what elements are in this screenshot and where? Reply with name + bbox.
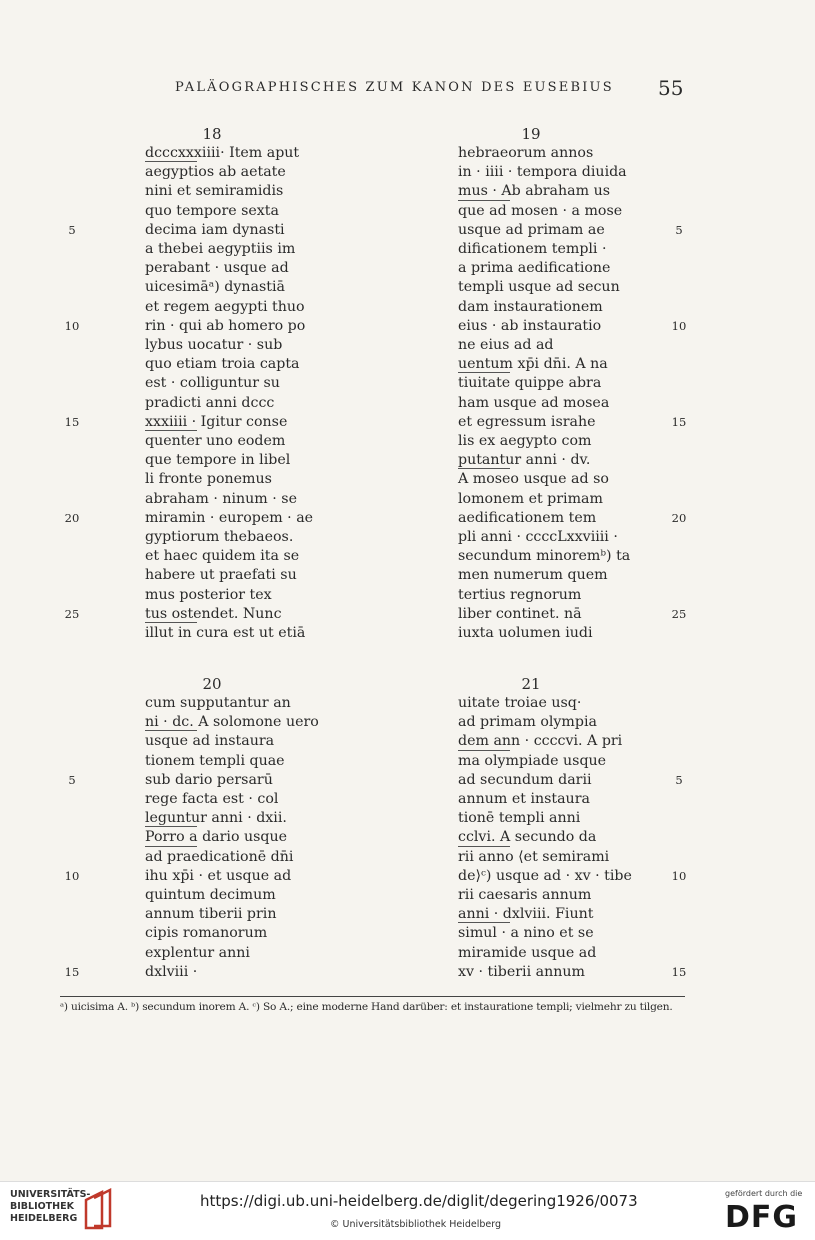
text-line: quo etiam troia capta [145, 356, 300, 373]
text-line: sub dario persarū [145, 771, 273, 788]
text-line: ad praedicationē dn̄i [145, 848, 294, 865]
text-line: et regem aegypti thuo [145, 298, 305, 315]
text-line: miramin · europem · ae [145, 509, 314, 526]
text-line: simul · a nino et se [458, 925, 594, 942]
text-line: rin · qui ab homero po [145, 317, 306, 334]
text-line: xxxiiii · Igitur conse [145, 413, 288, 430]
text-line: que tempore in libel [145, 452, 291, 469]
university-library-logo[interactable] [10, 1189, 90, 1225]
left-line-number: 15 [64, 414, 80, 429]
text-line: in · iiii · tempora diuida [458, 164, 627, 181]
text-line: ma olympiade usque [458, 752, 607, 769]
text-line: explentur anni [145, 944, 250, 961]
text-line: a thebei aegyptiis im [145, 241, 296, 257]
text-line: cum supputantur an [145, 695, 291, 711]
text-line: ad primam olympia [458, 714, 597, 731]
text-line: a prima aedificatione [458, 260, 611, 277]
right-line-number: 10 [671, 868, 687, 883]
text-line: dcccxxxiiii· Item aput [145, 145, 300, 161]
text-line: dam instaurationem [458, 298, 603, 315]
text-line: que ad mosen · a mose [458, 202, 623, 219]
text-line: rii caesaris annum [458, 887, 592, 903]
text-line: cipis romanorum [145, 925, 268, 942]
text-line: A moseo usque ad so [458, 471, 609, 488]
text-line: ni · dc. A solomone uero [145, 714, 319, 731]
dfg-logo[interactable]: DFG [725, 1200, 799, 1235]
text-line: nini et semiramidis [145, 183, 284, 200]
text-line: tiuitate quippe abra [458, 375, 602, 392]
text-line: leguntur anni · dxii. [145, 810, 287, 827]
text-line: uicesimāᵃ) dynastiā [145, 279, 285, 296]
text-line: tionē templi anni [458, 810, 581, 827]
text-line: mus · Ab abraham us [458, 183, 610, 200]
text-line: secundum minoremᵇ) ta [458, 548, 631, 565]
text-line: quintum decimum [145, 887, 276, 903]
text-line: liber continet. nā [458, 605, 582, 622]
right-line-number: 5 [675, 772, 683, 787]
text-line: annum tiberii prin [145, 906, 277, 923]
text-line: xv · tiberii annum [458, 963, 585, 980]
text-line: ham usque ad mosea [458, 394, 610, 411]
left-line-number: 15 [64, 964, 80, 979]
text-line: lis ex aegypto com [458, 433, 592, 449]
text-line: anni · dxlviii. Fiunt [458, 906, 594, 923]
column-number: 21 [521, 675, 541, 693]
logo-line: HEIDELBERG [10, 1213, 78, 1224]
text-line: illut in cura est ut etiā [145, 625, 306, 641]
text-line: tus ostendet. Nunc [145, 605, 282, 622]
text-line: annum et instaura [458, 791, 590, 807]
text-line: li fronte ponemus [145, 471, 272, 488]
text-line: dem ann · ccccvi. A pri [458, 733, 623, 750]
funding-caption: gefördert durch die [725, 1189, 803, 1198]
text-line: miramide usque ad [458, 944, 597, 961]
column-number: 19 [521, 125, 541, 143]
text-line: de⟩ᶜ) usque ad · xv · tibe [458, 867, 632, 884]
right-line-number: 15 [671, 414, 687, 429]
left-line-number: 5 [68, 772, 76, 787]
text-line: dificationem templi · [458, 241, 607, 257]
university-seal-icon [82, 1188, 114, 1232]
right-line-number: 25 [671, 606, 687, 621]
text-line: et haec quidem ita se [145, 548, 300, 565]
text-line: pradicti anni dccc [145, 394, 275, 411]
text-line: cclvi. A secundo da [458, 829, 597, 846]
text-line: uitate troiae usq· [458, 695, 582, 711]
text-line: uentum xp̄i dn̄i. A na [458, 356, 608, 373]
logo-line: UNIVERSITÄTS- [10, 1189, 91, 1200]
text-line: dxlviii · [145, 963, 198, 980]
text-line: decima iam dynasti [145, 221, 285, 238]
footnotes: ᵃ) uicisima A. ᵇ) secundum inorem A. ᶜ) So A.; eine moderne Hand darüber: et instauratione templi; vielmehr zu tilgen. [60, 996, 685, 1013]
left-line-number: 10 [64, 868, 80, 883]
column-number: 18 [202, 125, 222, 143]
text-line: eius · ab instauratio [458, 317, 602, 334]
text-line: usque ad primam ae [458, 221, 605, 238]
left-line-number: 25 [64, 606, 80, 621]
text-line: ne eius ad ad [458, 337, 554, 353]
right-line-number: 15 [671, 964, 687, 979]
column-number: 20 [202, 675, 222, 693]
logo-line: BIBLIOTHEK [10, 1201, 74, 1212]
text-line: lomonem et primam [458, 490, 603, 507]
text-line: templi usque ad secun [458, 279, 620, 296]
text-line: gyptiorum thebaeos. [145, 529, 294, 545]
text-line: tionem templi quae [145, 752, 285, 769]
page-number: 55 [658, 76, 684, 100]
permalink-url[interactable]: https://digi.ub.uni-heidelberg.de/diglit/degering1926/0073 [200, 1192, 638, 1210]
text-line: pli anni · ccccLxxviiii · [458, 529, 618, 545]
text-line: abraham · ninum · se [145, 490, 297, 507]
text-line: ad secundum darii [458, 771, 592, 788]
text-line: usque ad instaura [145, 733, 275, 750]
running-head: PALÄOGRAPHISCHES ZUM KANON DES EUSEBIUS [175, 80, 614, 95]
text-line: men numerum quem [458, 567, 608, 584]
viewer-footer [0, 1181, 815, 1240]
text-line: lybus uocatur · sub [145, 337, 283, 353]
copyright-notice: © Universitätsbibliothek Heidelberg [330, 1219, 502, 1230]
text-line: habere ut praefati su [145, 567, 297, 584]
left-line-number: 10 [64, 318, 80, 333]
text-line: quenter uno eodem [145, 433, 286, 449]
text-line: mus posterior tex [145, 586, 272, 603]
right-line-number: 20 [671, 510, 687, 525]
text-line: tertius regnorum [458, 586, 582, 603]
right-line-number: 5 [675, 222, 683, 237]
text-line: est · colliguntur su [145, 375, 280, 392]
left-line-number: 5 [68, 222, 76, 237]
text-line: ihu xp̄i · et usque ad [145, 867, 292, 884]
text-line: et egressum israhe [458, 413, 596, 430]
text-line: aedificationem tem [458, 509, 597, 526]
text-line: iuxta uolumen iudi [458, 625, 593, 641]
text-line: rege facta est · col [145, 791, 279, 807]
text-line: rii anno ⟨et semirami [458, 848, 610, 865]
text-line: putantur anni · dv. [458, 452, 591, 469]
text-line: hebraeorum annos [458, 145, 594, 161]
right-line-number: 10 [671, 318, 687, 333]
text-line: aegyptios ab aetate [145, 164, 286, 181]
text-line: perabant · usque ad [145, 260, 289, 277]
text-line: Porro a dario usque [145, 829, 288, 846]
text-line: quo tempore sexta [145, 202, 279, 219]
left-line-number: 20 [64, 510, 80, 525]
